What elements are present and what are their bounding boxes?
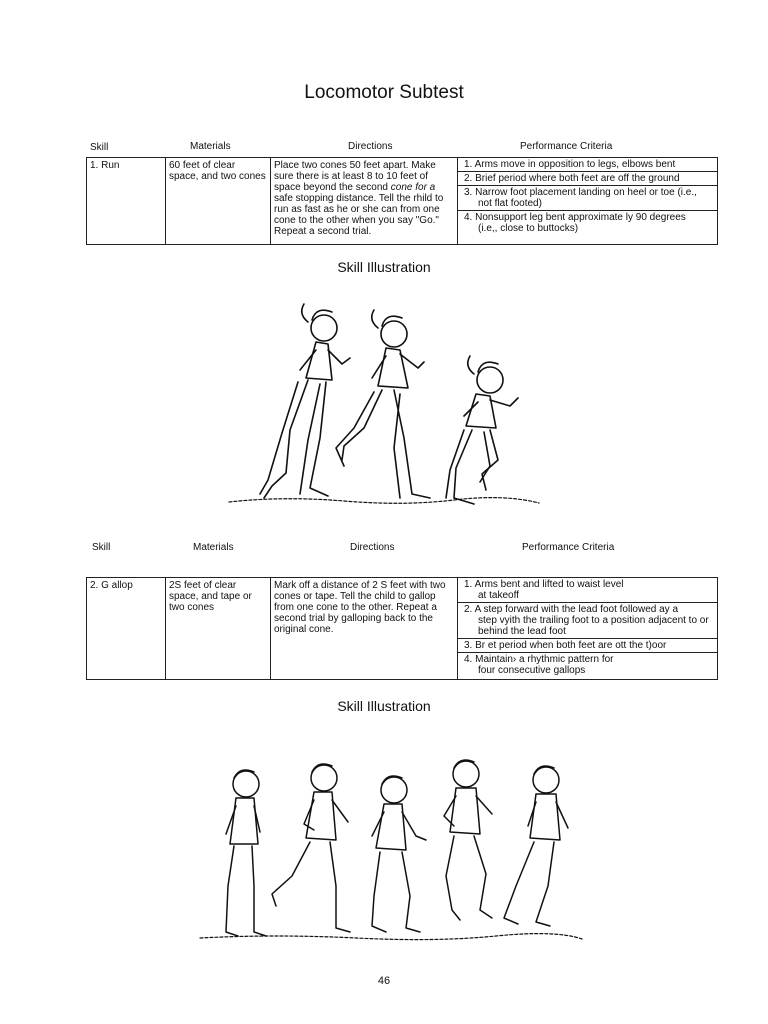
criterion-item <box>458 639 717 653</box>
skill-illustration-title: Skill Illustration <box>337 259 431 275</box>
run-directions-text-2: safe stopping distance. Tell the rhild to run as fast as he or she can from one cone to the other when you say "Go." Repeat a second trial. <box>274 193 444 237</box>
criterion-text: 1. Arms move in opposition to legs, elbows bent <box>464 159 676 170</box>
galloper-figure-1 <box>226 770 266 936</box>
header-directions: Directions <box>348 141 393 152</box>
criterion-text: 2. Brief period where both feet are off the ground <box>464 173 680 184</box>
criterion-item <box>458 211 717 235</box>
gallop-criteria-cell <box>458 578 718 680</box>
criterion-cont: at takeoff <box>478 590 519 601</box>
criterion-cont: not flat footed) <box>478 198 542 209</box>
header-materials: Materials <box>190 141 231 152</box>
galloper-figure-4 <box>444 760 492 920</box>
header-skill: Skill <box>90 142 109 153</box>
page-number: 46 <box>377 975 391 987</box>
galloper-figure-3 <box>372 776 426 932</box>
gallop-materials-cell: 2S feet of clear space, and tape or two cones <box>166 578 271 680</box>
criterion-text: 1. Arms bent and lifted to waist level <box>464 579 624 590</box>
criterion-item <box>458 158 717 172</box>
header-criteria-2: Performance Criteria <box>522 542 615 553</box>
criterion-text: 3. Narrow foot placement landing on heel or toe (i.e., <box>464 187 697 198</box>
run-criteria-cell <box>458 158 718 245</box>
criterion-cont: (i.e,, close to buttocks) <box>478 223 579 234</box>
criterion-cont: step vyith the trailing foot to a position adjacent to or behind the lead foot <box>478 615 709 637</box>
run-materials-cell: 60 feet of clear space, and two cones <box>166 158 271 245</box>
gallop-directions-cell: Mark off a distance of 2 S feet with two cones or tape. Tell the child to gallop from one cone to the other. Repeat a second trial by galloping back to the original cone. <box>271 578 458 680</box>
header-directions-2: Directions <box>350 542 395 553</box>
criterion-text: 4. Maintain› a rhythmic pattern for <box>464 654 614 665</box>
criterion-item <box>458 603 717 639</box>
run-directions-text: Place two cones 50 feet apart. Make sure there is at least 8 to 10 feet of space beyond the second <box>274 160 436 193</box>
run-directions-italic: cone for a <box>390 182 436 193</box>
runner-figure-2 <box>336 310 430 498</box>
header-criteria: Performance Criteria <box>520 141 613 152</box>
criterion-text: 4. Nonsupport leg bent approximate ly 90 degrees <box>464 212 686 223</box>
page-title: Locomotor Subtest <box>304 82 464 103</box>
criterion-text: 2. A step forward with the lead foot followed ay a <box>464 604 679 615</box>
skill-illustration-title-2: Skill Illustration <box>337 698 431 714</box>
gallop-skill-table <box>86 577 718 680</box>
gallop-skill-cell: 2. G allop <box>87 578 166 680</box>
criterion-item <box>458 578 717 603</box>
runner-figure-1 <box>260 304 350 498</box>
run-skill-table <box>86 157 718 245</box>
galloper-figure-2 <box>272 764 350 932</box>
gallop-illustration <box>196 756 586 946</box>
header-skill-2: Skill <box>92 542 111 553</box>
runner-figure-3 <box>446 356 518 504</box>
criterion-cont: four consecutive gallops <box>478 665 586 676</box>
criterion-item <box>458 653 717 677</box>
criterion-item <box>458 172 717 186</box>
galloper-figure-5 <box>504 766 568 926</box>
header-materials-2: Materials <box>193 542 234 553</box>
run-illustration <box>224 298 544 513</box>
criterion-text: 3. Br et period when both feet are ott the t)oor <box>464 640 667 651</box>
criterion-item <box>458 186 717 211</box>
run-directions-cell <box>271 158 458 245</box>
run-skill-cell: 1. Run <box>87 158 166 245</box>
